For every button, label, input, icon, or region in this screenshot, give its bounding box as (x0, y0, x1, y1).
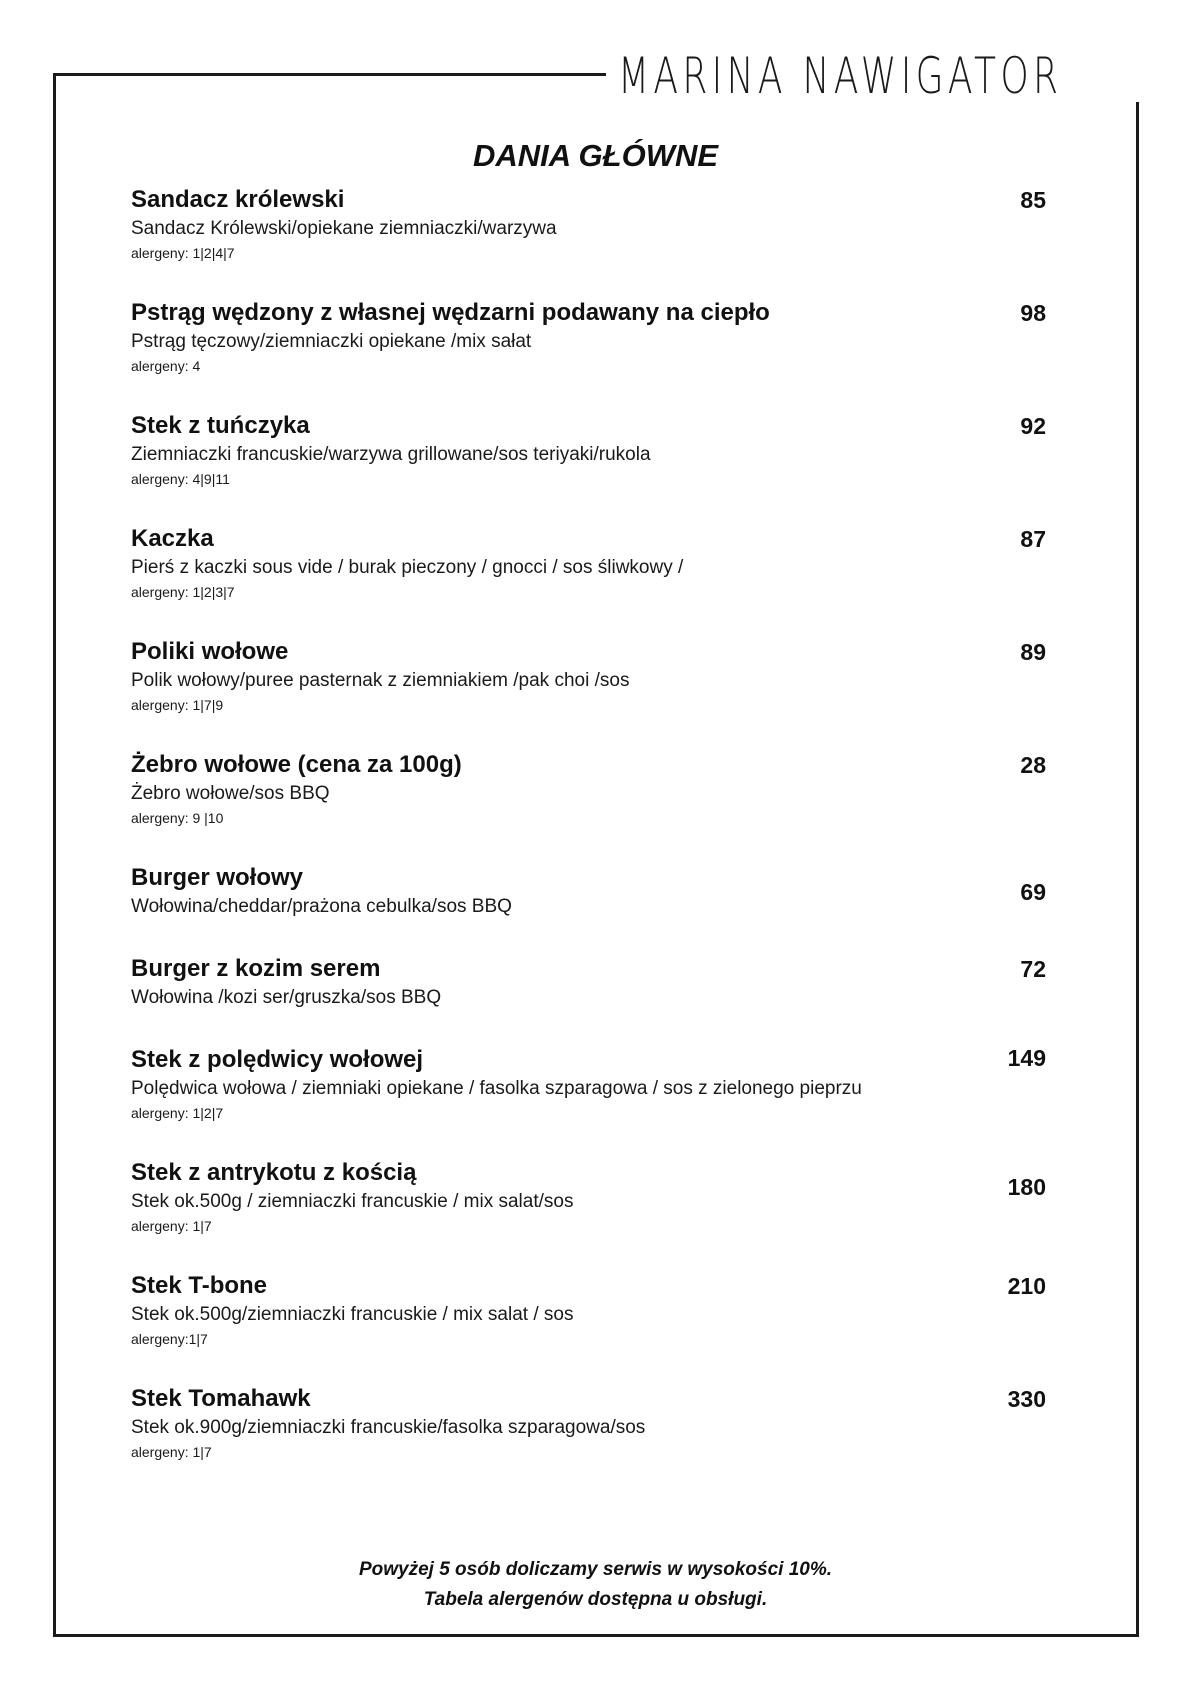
item-name: Stek z tuńczyka (131, 412, 310, 439)
menu-item (131, 412, 1046, 488)
section-title: DANIA GŁÓWNE (472, 138, 719, 173)
item-description: Stek ok.900g/ziemniaczki francuskie/fasolka szparagowa/sos (131, 1417, 646, 1438)
menu-item (131, 864, 1046, 919)
item-description: Stek ok.500g / ziemniaczki francuskie / mix salat/sos (131, 1191, 574, 1212)
item-price: 69 (1020, 879, 1046, 905)
item-allergens: alergeny: 1|7|9 (131, 697, 224, 713)
menu-item (131, 955, 1046, 1010)
item-description: Pierś z kaczki sous vide / burak pieczony / gnocci / sos śliwkowy / (131, 557, 684, 578)
item-description: Stek ok.500g/ziemniaczki francuskie / mix salat / sos (131, 1304, 574, 1325)
item-name: Pstrąg wędzony z własnej wędzarni podawany na ciepło (131, 299, 770, 326)
item-price: 72 (1020, 956, 1046, 982)
footer-service-note: Powyżej 5 osób doliczamy serwis w wysokości 10%. (358, 1559, 833, 1580)
item-price: 180 (1007, 1174, 1046, 1200)
item-allergens: alergeny: 9 |10 (131, 810, 224, 826)
item-price: 330 (1007, 1386, 1046, 1412)
menu-item (131, 638, 1046, 714)
item-allergens: alergeny: 1|7 (131, 1218, 212, 1234)
item-price: 89 (1020, 639, 1046, 665)
item-description: Polik wołowy/puree pasternak z ziemniakiem /pak choi /sos (131, 670, 630, 691)
item-allergens: alergeny: 1|2|4|7 (131, 245, 235, 261)
item-name: Stek T-bone (131, 1272, 268, 1299)
item-name: Stek z polędwicy wołowej (131, 1046, 424, 1073)
item-name: Sandacz królewski (131, 186, 345, 213)
item-allergens: alergeny: 4|9|11 (131, 471, 230, 487)
menu-item (131, 525, 1046, 601)
item-allergens: alergeny: 4 (131, 358, 201, 374)
footer-allergen-note: Tabela alergenów dostępna u obsługi. (423, 1589, 768, 1610)
item-description: Pstrąg tęczowy/ziemniaczki opiekane /mix sałat (131, 331, 532, 352)
item-allergens: alergeny: 1|7 (131, 1444, 212, 1460)
item-allergens: alergeny: 1|2|7 (131, 1105, 224, 1121)
item-price: 87 (1020, 526, 1046, 552)
menu-item (131, 1272, 1046, 1348)
menu-item (131, 751, 1046, 827)
item-description: Sandacz Królewski/opiekane ziemniaczki/warzywa (131, 218, 557, 239)
item-name: Stek Tomahawk (131, 1385, 311, 1412)
item-description: Wołowina /kozi ser/gruszka/sos BBQ (131, 987, 442, 1008)
item-description: Polędwica wołowa / ziemniaki opiekane / fasolka szparagowa / sos z zielonego pieprzu (131, 1078, 862, 1099)
menu-item (131, 186, 1046, 262)
item-price: 98 (1020, 300, 1046, 326)
item-description: Żebro wołowe/sos BBQ (131, 783, 330, 804)
item-allergens: alergeny: 1|2|3|7 (131, 584, 235, 600)
footer-note (0, 1555, 1191, 1615)
item-price: 85 (1020, 187, 1046, 213)
item-allergens: alergeny:1|7 (131, 1331, 208, 1347)
item-name: Żebro wołowe (cena za 100g) (131, 751, 462, 778)
brand-logo: MARINA NAWIGATOR (618, 47, 1063, 105)
menu-item (131, 1046, 1046, 1122)
item-name: Poliki wołowe (131, 638, 289, 665)
item-name: Burger z kozim serem (131, 955, 381, 982)
item-price: 210 (1007, 1273, 1046, 1299)
item-price: 149 (1007, 1045, 1046, 1071)
item-price: 92 (1020, 413, 1046, 439)
menu-item (131, 299, 1046, 375)
brand-header (606, 47, 1191, 105)
item-description: Wołowina/cheddar/prażona cebulka/sos BBQ (131, 896, 512, 917)
item-name: Kaczka (131, 525, 214, 552)
item-name: Burger wołowy (131, 864, 304, 891)
item-description: Ziemniaczki francuskie/warzywa grillowane/sos teriyaki/rukola (131, 444, 651, 465)
menu-item (131, 1159, 1046, 1235)
item-price: 28 (1020, 752, 1046, 778)
menu-item (131, 1385, 1046, 1461)
item-name: Stek z antrykotu z kością (131, 1159, 417, 1186)
